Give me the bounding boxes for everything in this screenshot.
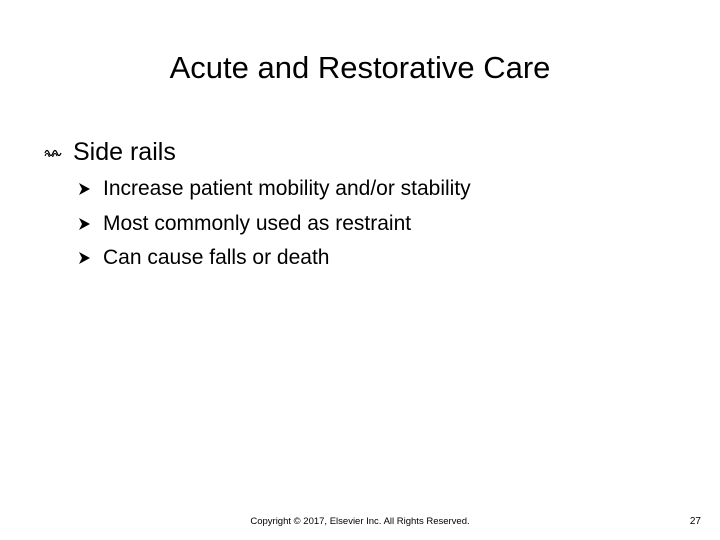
wavy-bullet-icon [44,147,73,157]
sub-bullet-text: Increase patient mobility and/or stability [103,177,471,201]
bullet-item-side-rails [44,136,176,168]
sub-bullet-item [77,172,471,207]
sub-bullet-text: Most commonly used as restraint [103,211,412,235]
sub-bullet-item [77,241,471,276]
page-number: 27 [689,516,701,527]
copyright-footer: Copyright © 2017, Elsevier Inc. All Rights Reserved. [250,516,470,527]
arrowhead-bullet-icon [77,217,103,231]
bullet-text: Side rails [73,137,176,166]
slide-title: Acute and Restorative Care [169,50,551,85]
sub-bullet-text: Can cause falls or death [103,246,330,270]
sub-bullet-item [77,207,471,242]
sub-bullet-list [77,172,471,276]
arrowhead-bullet-icon [77,251,103,265]
arrowhead-bullet-icon [77,182,103,196]
